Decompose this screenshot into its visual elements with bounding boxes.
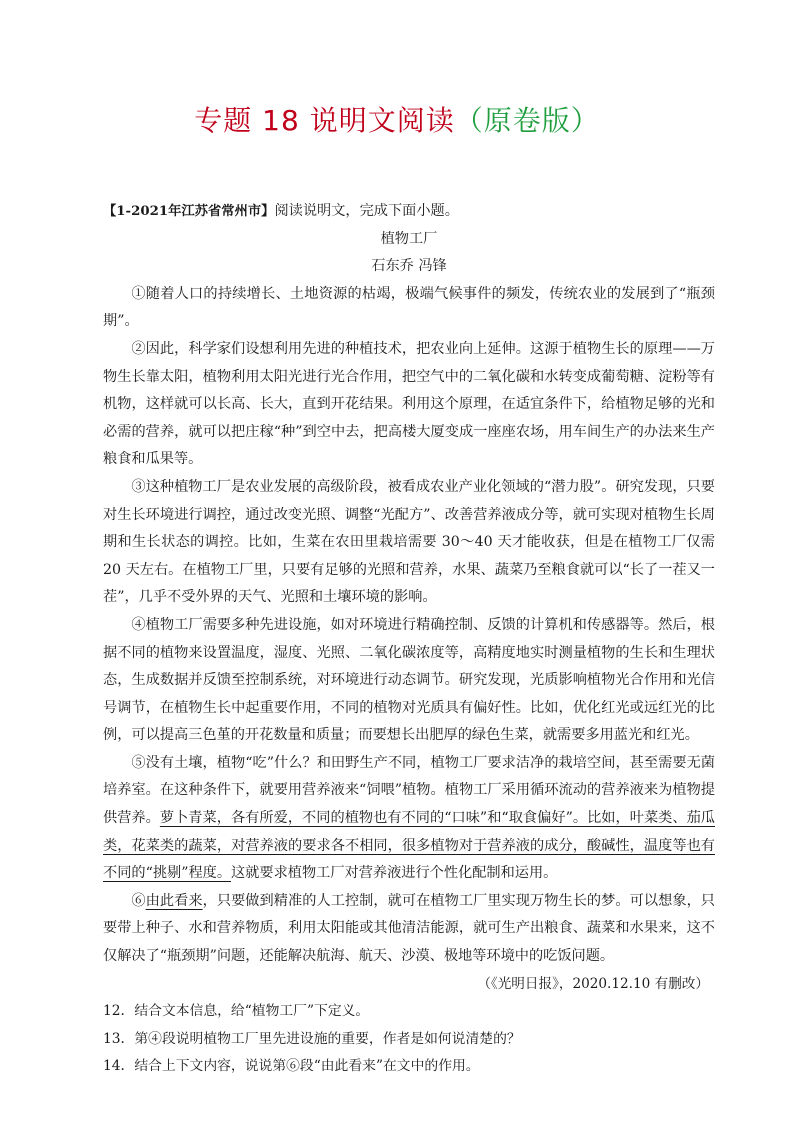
question-14: 14．结合上下文内容，说说第⑥段“由此看来”在文中的作用。: [103, 1058, 480, 1075]
article-title: 植物工厂: [380, 230, 438, 247]
underlined-sentence: 萝卜青菜，各有所爱，不同的植物也有不同的“口味”和“取食偏好”。比如，叶菜类、茄瓜类，花菜类的蔬菜，对营养液的要求各不相同，很多植物对于营养液的成分，酸碱性，温度等也有不同的“挑剔”程度。: [103, 810, 715, 882]
paragraph-5: [103, 750, 715, 888]
article-authors: 石东乔 冯锋: [371, 258, 447, 275]
question-13: 13．第④段说明植物工厂里先进设施的重要，作者是如何说清楚的？: [103, 1030, 521, 1047]
question-12: 12．结合文本信息，给“植物工厂”下定义。: [103, 1003, 370, 1020]
article-source: （《光明日报》，2020.12.10 有删改）: [477, 975, 709, 992]
document-body: [103, 198, 715, 1081]
paragraph-6-number: ⑥: [131, 892, 146, 909]
instruction-text: 阅读说明文，完成下面小题。: [274, 203, 459, 219]
paragraph-5-intro: ⑤没有土壤，植物“吃”什么？和田野生产不同，植物工厂要求洁净的栽培空间，甚至需要无菌培养室。在这种条件下，就要用营养液来“饲喂”植物。植物工厂采用循环流动的营养液来为植物提供营养。: [103, 754, 715, 827]
title-subject: 说明文阅读: [309, 104, 455, 137]
title-topic: 专题 18: [194, 104, 300, 137]
page-title: [0, 103, 794, 139]
paragraph-2: ②因此，科学家们设想利用先进的种植技术，把农业向上延伸。这源于植物生长的原理——万物生长靠太阳，植物利用太阳光进行光合作用，把空气中的二氧化碳和水转变成葡萄糖、淀粉等有机物，这样就可以长高、长大，直到开花结果。利用这个原理，在适宜条件下，给植物足够的光和必需的营养，就可以把庄稼“种”到空中去，把高楼大厦变成一座座农场，用车间生产的办法来生产粮食和瓜果等。: [103, 340, 715, 468]
underlined-phrase: 由此看来: [145, 892, 203, 909]
question-intro: [103, 198, 715, 226]
paragraph-6: [103, 888, 715, 971]
paragraph-1: ①随着人口的持续增长、土地资源的枯竭，极端气候事件的频发，传统农业的发展到了“瓶颈期”。: [103, 285, 715, 330]
paragraph-3: ③这种植物工厂是农业发展的高级阶段，被看成农业产业化领域的“潜力股”。研究发现，只要对生长环境进行调控，通过改变光照、调整“光配方”、改善营养液成分等，就可实现对植物生长周期和生长状态的调控。比如，生菜在农田里栽培需要 30～40 天才能收获，但是在植物工厂仅需 20 天左右。在植物工厂里，只要有足够的光照和营养，水果、蔬菜乃至粮食就可以“长了一茬又一茬”，几乎不受外界的天气、光照和土壤环境的影响。: [103, 478, 715, 606]
paragraph-4: ④植物工厂需要多种先进设施，如对环境进行精确控制、反馈的计算机和传感器等。然后，根据不同的植物来设置温度，湿度、光照、二氧化碳浓度等，高精度地实时测量植物的生长和生理状态，生成数据并反馈至控制系统，对环境进行动态调节。研究发现，光质影响植物光合作用和光信号调节，在植物生长中起重要作用，不同的植物对光质具有偏好性。比如，优化红光或远红光的比例，可以提高三色堇的开花数量和质量；而要想长出肥厚的绿色生菜，就需要多用蓝光和红光。: [103, 616, 715, 744]
title-edition: （原卷版）: [454, 104, 600, 137]
paragraph-5-end: 这就要求植物工厂对营养液进行个性化配制和运用。: [231, 865, 558, 882]
source-tag: 【1-2021年江苏省常州市】: [103, 204, 275, 219]
paragraph-6-body: ，只要做到精准的人工控制，就可在植物工厂里实现万物生长的梦。可以想象，只要带上种子、水和营养物质，利用太阳能或其他清洁能源，就可生产出粮食、蔬菜和水果来，这不仅解决了“瓶颈期”问题，还能解决航海、航天、沙漠、极地等环境中的吃饭问题。: [103, 892, 715, 965]
